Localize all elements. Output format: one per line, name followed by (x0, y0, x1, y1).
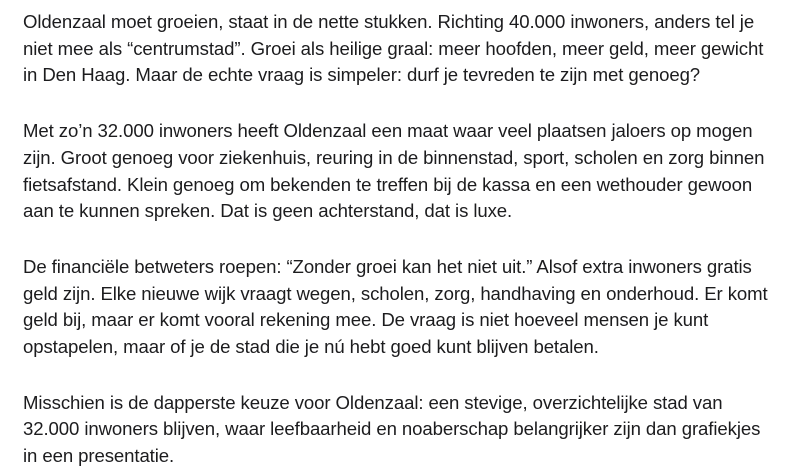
paragraph-current-size: Met zo’n 32.000 inwoners heeft Oldenzaal een maat waar veel plaatsen jaloers op mogen zijn. Groot genoeg voor ziekenhuis, reuring in de binnenstad, sport, scholen en zorg binnen fietsafstand. Klein genoeg om bekenden te treffen bij de kassa en een wethouder gewoon aan te kunnen spreken. Dat is geen achterstand, dat is luxe. (23, 120, 765, 222)
article-body (23, 9, 788, 470)
paragraph-finances: De financiële betweters roepen: “Zonder groei kan het niet uit.” Alsof extra inwoners gratis geld zijn. Elke nieuwe wijk vraagt wegen, scholen, zorg, handhaving en onderhoud. Er komt geld bij, maar er komt vooral rekening mee. De vraag is niet hoeveel mensen je kunt opstapelen, maar of je de stad die je nú hebt goed kunt blijven betalen. (23, 255, 768, 358)
paragraph-conclusion: Misschien is de dapperste keuze voor Oldenzaal: een stevige, overzichtelijke stad van 32.000 inwoners blijven, waar leefbaarheid en noaberschap belangrijker zijn dan grafiekjes in een presentatie. (23, 391, 761, 467)
paragraph-growth-question: Oldenzaal moet groeien, staat in de nette stukken. Richting 40.000 inwoners, anders tel je niet mee als “centrumstad”. Groei als heilige graal: meer hoofden, meer geld, meer gewicht in Den Haag. Maar de echte vraag is simpeler: durf je tevreden te zijn met genoeg? (23, 11, 764, 86)
